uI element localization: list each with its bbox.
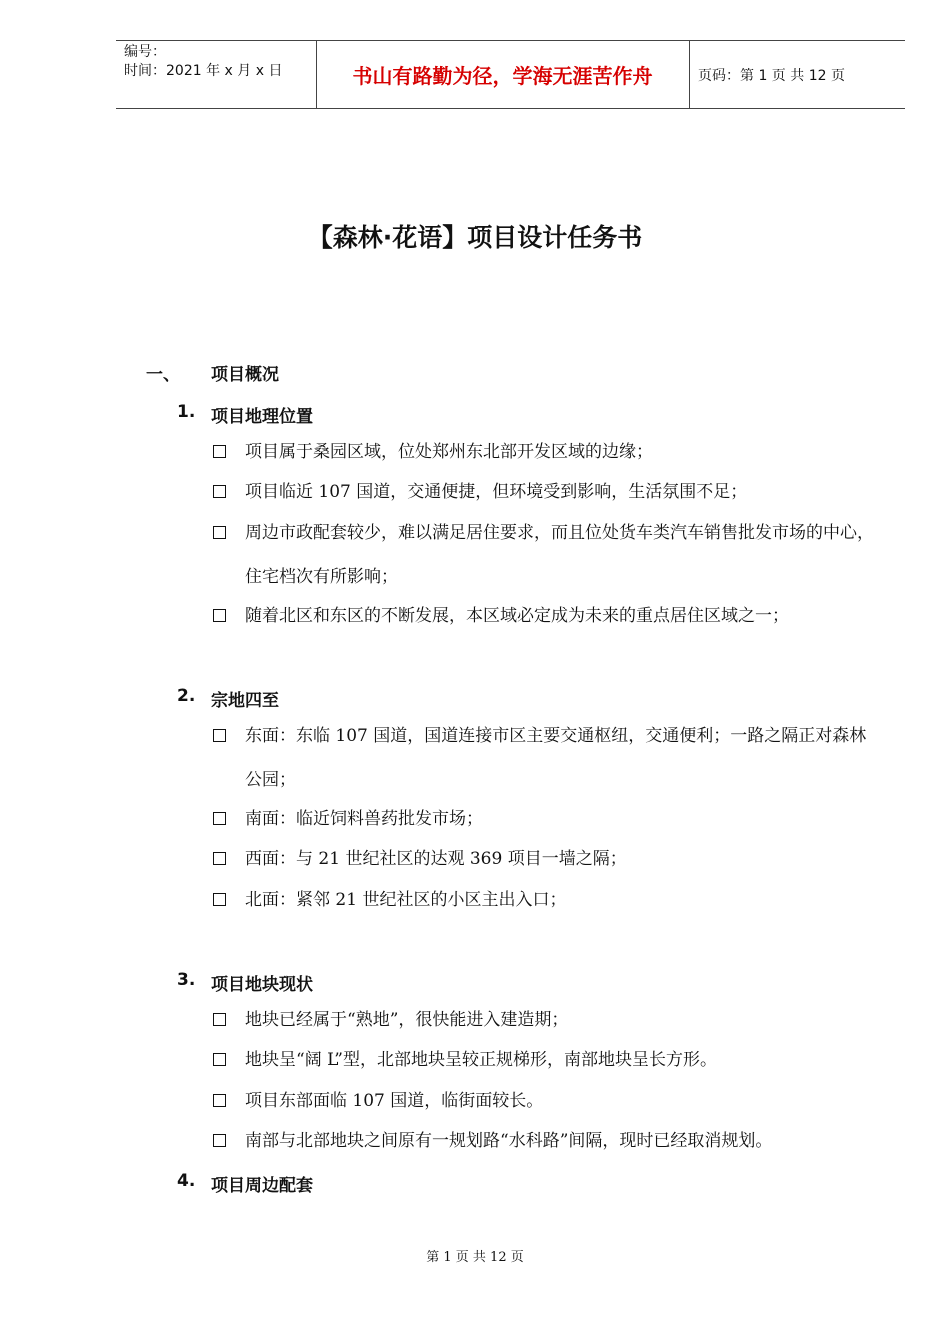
list-item — [213, 470, 883, 514]
list-item-text: 北面：紧邻 21 世纪社区的小区主出入口； — [245, 890, 567, 910]
serial-label: 编号： — [124, 44, 166, 60]
subsection-number: 3. — [177, 970, 196, 990]
page-header — [116, 40, 905, 109]
header-motto: 书山有路勤为径，学海无涯苦作舟 — [316, 41, 690, 108]
list-item — [213, 878, 883, 922]
list-item-text: 西面：与 21 世纪社区的达观 369 项目一墙之隔； — [245, 849, 627, 869]
subsection-number: 1. — [177, 402, 196, 422]
list-item — [213, 714, 883, 802]
checkbox-icon — [213, 526, 226, 539]
page-footer: 第 1 页 共 12 页 — [426, 1250, 524, 1265]
list-item-text: 地块呈“阔 L”型，北部地块呈较正规梯形，南部地块呈长方形。 — [245, 1050, 717, 1070]
checkbox-icon — [213, 445, 226, 458]
section-number: 一、 — [146, 365, 180, 385]
list-item-text: 南面：临近饲料兽药批发市场； — [245, 809, 483, 829]
list-item-text: 东面：东临 107 国道，国道连接市区主要交通枢纽，交通便利；一路之隔正对森林公园； — [245, 726, 867, 790]
subsection-number: 4. — [177, 1171, 196, 1191]
subsection-label: 项目周边配套 — [211, 1176, 313, 1196]
list-item-text: 南部与北部地块之间原有一规划路“水科路”间隔，现时已经取消规划。 — [245, 1131, 773, 1151]
list-item — [213, 1038, 883, 1082]
list-item — [213, 511, 883, 599]
subsection-label: 宗地四至 — [211, 691, 279, 711]
list-item — [213, 998, 883, 1042]
list-item — [213, 594, 883, 638]
checkbox-icon — [213, 812, 226, 825]
checkbox-icon — [213, 1094, 226, 1107]
list-item-text: 项目东部面临 107 国道，临街面较长。 — [245, 1091, 544, 1111]
checkbox-icon — [213, 729, 226, 742]
checkbox-icon — [213, 1053, 226, 1066]
list-item — [213, 837, 883, 881]
list-item-text: 随着北区和东区的不断发展，本区域必定成为未来的重点居住区域之一； — [245, 606, 789, 626]
checkbox-icon — [213, 485, 226, 498]
list-item — [213, 797, 883, 841]
checkbox-icon — [213, 852, 226, 865]
list-item — [213, 1119, 883, 1163]
header-meta — [116, 41, 317, 108]
subsection-number: 2. — [177, 686, 196, 706]
checkbox-icon — [213, 609, 226, 622]
section-label: 项目概况 — [211, 365, 279, 385]
list-item-text: 项目属于桑园区域，位处郑州东北部开发区域的边缘； — [245, 442, 653, 462]
document-title: 【森林·花语】项目设计任务书 — [307, 223, 643, 252]
time-label: 时间：2021 年 x 月 x 日 — [124, 63, 283, 79]
list-item — [213, 1079, 883, 1123]
checkbox-icon — [213, 1013, 226, 1026]
list-item-text: 周边市政配套较少，难以满足居住要求，而且位处货车类汽车销售批发市场的中心，住宅档次有所影响； — [245, 523, 874, 587]
subsection-label: 项目地块现状 — [211, 975, 313, 995]
subsection-label: 项目地理位置 — [211, 407, 313, 427]
checkbox-icon — [213, 893, 226, 906]
list-item — [213, 430, 883, 474]
list-item-text: 地块已经属于“熟地”，很快能进入建造期； — [245, 1010, 569, 1030]
header-page-label: 页码：第 1 页 共 12 页 — [698, 67, 845, 84]
list-item-text: 项目临近 107 国道，交通便捷，但环境受到影响，生活氛围不足； — [245, 482, 748, 502]
checkbox-icon — [213, 1134, 226, 1147]
